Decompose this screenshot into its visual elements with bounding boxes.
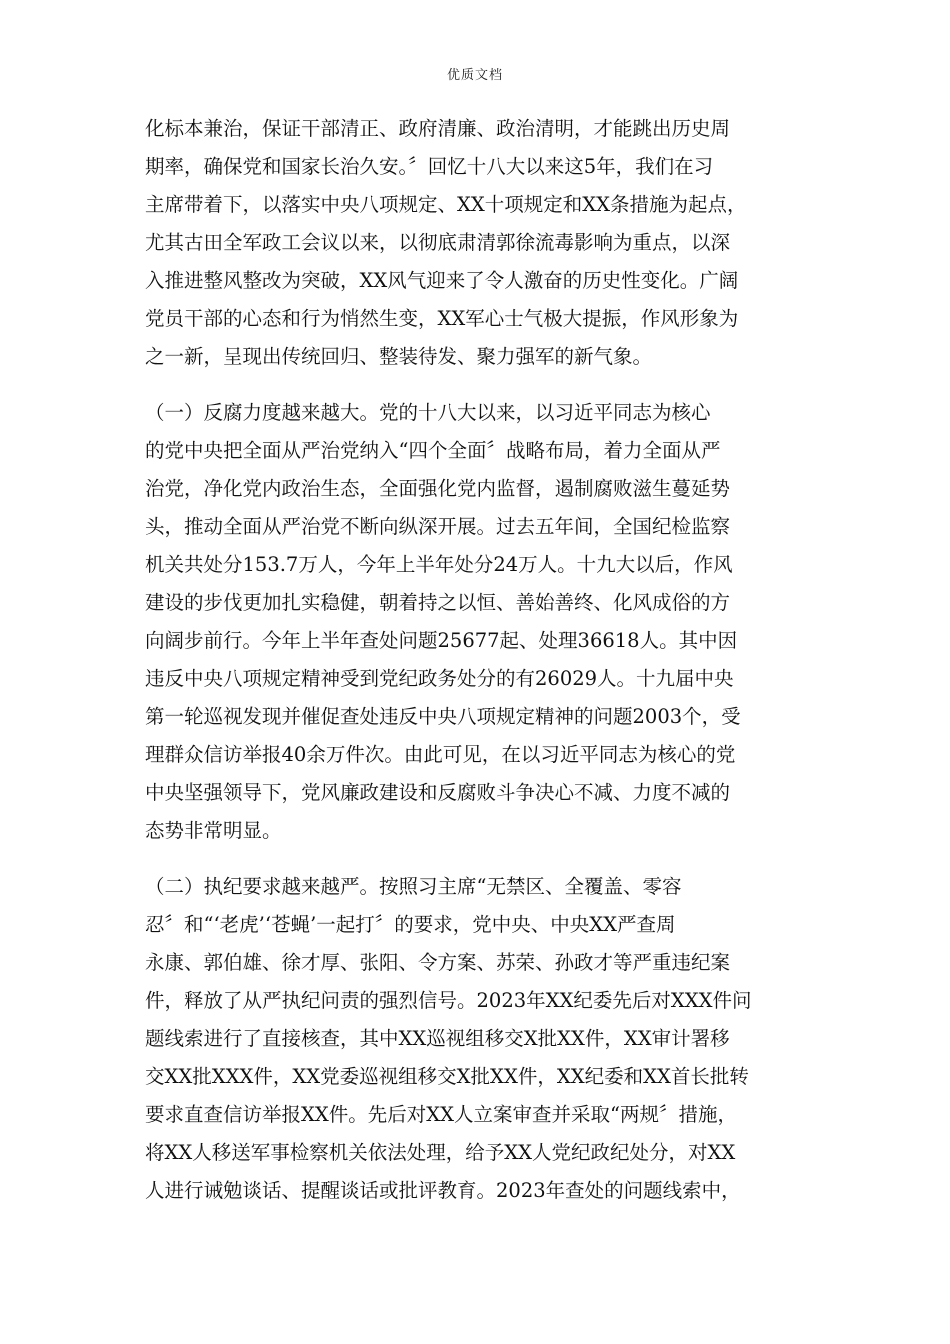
text-line: 要求直查信访举报XX件。先后对XX人立案审查并采取“两规〞措施，: [145, 1103, 737, 1126]
text-line: 态势非常明显。: [145, 819, 282, 842]
text-line: 建设的步伐更加扎实稳健，朝着持之以恒、善始善终、化风成俗的方: [145, 591, 731, 614]
text-line: 党员干部的心态和行为悄然生变，XX军心士气极大提振，作风形象为: [145, 307, 739, 330]
text-line: 期率，确保党和国家长治久安。〞回忆十八大以来这5年，我们在习: [145, 155, 714, 178]
text-line: 将XX人移送军事检察机关依法处理，给予XX人党纪政纪处分，对XX: [145, 1141, 736, 1164]
paragraph-intro: [145, 110, 815, 376]
text-line: 理群众信访举报40余万件次。由此可见，在以习近平同志为核心的党: [145, 743, 736, 766]
text-line: 题线索进行了直接核查，其中XX巡视组移交X批XX件，XX审计署移: [145, 1027, 730, 1050]
text-line: 的党中央把全面从严治党纳入“四个全面〞战略布局，着力全面从严: [145, 439, 721, 462]
text-line: 中央坚强领导下，党风廉政建设和反腐败斗争决心不减、力度不减的: [145, 781, 731, 804]
text-line: （一）反腐力度越来越大。党的十八大以来，以习近平同志为核心: [145, 401, 711, 424]
text-line: 忍〞和“‘老虎’‘苍蝇’一起打〞的要求，党中央、中央XX严查周: [145, 913, 676, 936]
paragraph-section-2: [145, 868, 815, 1210]
text-line: 治党，净化党内政治生态，全面强化党内监督，遏制腐败滋生蔓延势: [145, 477, 731, 500]
paragraph-section-1: [145, 394, 815, 850]
text-line: 人进行诫勉谈话、提醒谈话或批评教育。2023年查处的问题线索中，: [145, 1179, 741, 1202]
text-line: 违反中央八项规定精神受到党纪政务处分的有26029人。十九届中央: [145, 667, 734, 690]
text-line: 头，推动全面从严治党不断向纵深开展。过去五年间，全国纪检监察: [145, 515, 731, 538]
text-line: 化标本兼治，保证干部清正、政府清廉、政治清明，才能跳出历史周: [145, 117, 731, 140]
text-line: 件，释放了从严执纪问责的强烈信号。2023年XX纪委先后对XXX件问: [145, 989, 752, 1012]
text-line: 第一轮巡视发现并催促查处违反中央八项规定精神的问题2003个，受: [145, 705, 741, 728]
page-header: 优质文档: [446, 68, 503, 83]
text-line: 交XX批XXX件，XX党委巡视组移交X批XX件，XX纪委和XX首长批转: [145, 1065, 749, 1088]
text-line: 机关共处分153.7万人，今年上半年处分24万人。十九大以后，作风: [145, 553, 733, 576]
document-body: [145, 110, 815, 1210]
text-line: 之一新，呈现出传统回归、整装待发、聚力强军的新气象。: [145, 345, 653, 368]
text-line: 向阔步前行。今年上半年查处问题25677起、处理36618人。其中因: [145, 629, 738, 652]
text-line: 尤其古田全军政工会议以来，以彻底肃清郭徐流毒影响为重点，以深: [145, 231, 731, 254]
text-line: （二）执纪要求越来越严。按照习主席“无禁区、全覆盖、零容: [145, 875, 682, 898]
text-line: 入推进整风整改为突破，XX风气迎来了令人激奋的历史性变化。广阔: [145, 269, 739, 292]
text-line: 主席带着下，以落实中央八项规定、XX十项规定和XX条措施为起点，: [145, 193, 747, 216]
text-line: 永康、郭伯雄、徐才厚、张阳、令方案、苏荣、孙政才等严重违纪案: [145, 951, 731, 974]
